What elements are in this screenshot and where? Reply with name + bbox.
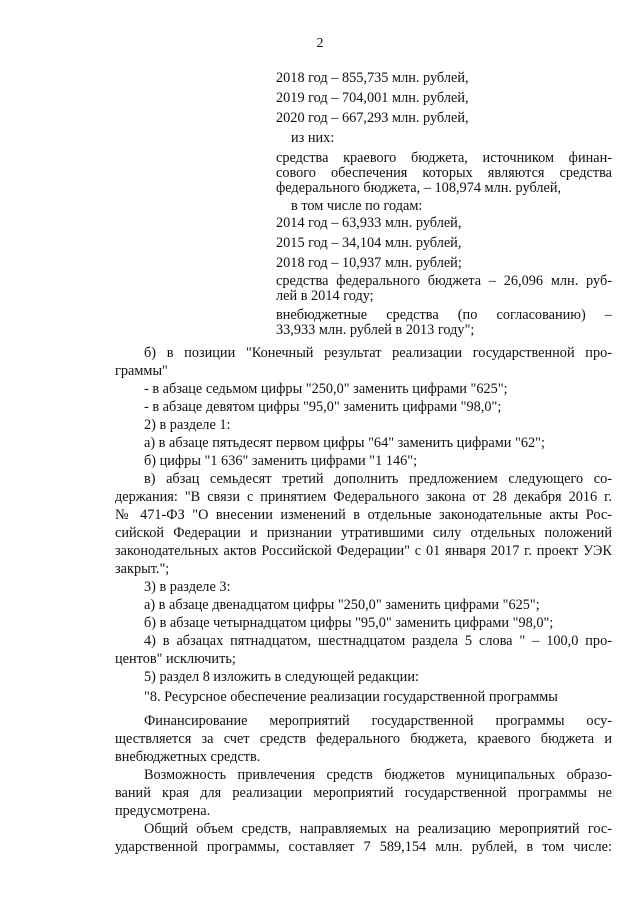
item-v-line-3: № 471-ФЗ "О внесении изменений в отдельные законодательные акты Рос- xyxy=(115,507,612,523)
total-line-1: Общий объем средств, направляемых на реализацию мероприятий гос- xyxy=(144,821,612,837)
kraevoy-2015-line: 2015 год – 34,104 млн. рублей, xyxy=(276,235,462,251)
item-b-14-line: б) в абзаце четырнадцатом цифры "95,0" заменить цифрами "98,0"; xyxy=(144,615,554,631)
kraevoy-line-2: сового обеспечения которых являются средства xyxy=(276,165,612,181)
razdel-1-heading: 2) в разделе 1: xyxy=(144,417,231,433)
vnebyudzhet-line-2: 33,933 млн. рублей в 2013 году"; xyxy=(276,322,475,338)
item-v-line-5: законодательных актов Российской Федерации" с 01 января 2017 г. проект УЭК xyxy=(115,543,612,559)
item-5-line: 5) раздел 8 изложить в следующей редакции: xyxy=(144,669,419,685)
year-2020-line: 2020 год – 667,293 млн. рублей, xyxy=(276,110,469,126)
year-2019-line: 2019 год – 704,001 млн. рублей, xyxy=(276,90,469,106)
possibility-line-2: ваний края для реализации мероприятий государственной программы не xyxy=(115,785,612,801)
financing-line-3: внебюджетных средств. xyxy=(115,749,261,765)
item-a-12-line: а) в абзаце двенадцатом цифры "250,0" заменить цифрами "625"; xyxy=(144,597,540,613)
financing-line-1: Финансирование мероприятий государственной программы осу- xyxy=(144,713,612,729)
financing-line-2: ществляется за счет средств федерального бюджета, краевого бюджета и xyxy=(115,731,612,747)
item-b-position-line-2: граммы" xyxy=(115,363,168,379)
federal-line-2: лей в 2014 году; xyxy=(276,288,374,304)
item-a-51-line: а) в абзаце пятьдесят первом цифры "64" заменить цифрами "62"; xyxy=(144,435,545,451)
iz-nih-line: из них: xyxy=(291,130,335,146)
possibility-line-3: предусмотрена. xyxy=(115,803,211,819)
kraevoy-line-1: средства краевого бюджета, источником финан- xyxy=(276,150,612,166)
item-v-line-4: сийской Федерации и признании утратившими силу отдельных положений xyxy=(115,525,612,541)
item-4-line-1: 4) в абзацах пятнадцатом, шестнадцатом раздела 5 слова " – 100,0 про- xyxy=(144,633,612,649)
item-b-1636-line: б) цифры "1 636" заменить цифрами "1 146"; xyxy=(144,453,418,469)
item-v-line-2: держания: "В связи с принятием Федерального закона от 28 декабря 2016 г. xyxy=(115,489,612,505)
section-8-heading: "8. Ресурсное обеспечение реализации государственной программы xyxy=(144,689,558,705)
devyatom-line: - в абзаце девятом цифры "95,0" заменить цифрами "98,0"; xyxy=(144,399,502,415)
kraevoy-2018-line: 2018 год – 10,937 млн. рублей; xyxy=(276,255,462,271)
item-v-line-6: закрыт."; xyxy=(115,561,170,577)
kraevoy-2014-line: 2014 год – 63,933 млн. рублей, xyxy=(276,215,462,231)
po-godam-line: в том числе по годам: xyxy=(291,198,423,214)
page-number: 2 xyxy=(316,36,324,51)
item-4-line-2: центов" исключить; xyxy=(115,651,236,667)
federal-line-1: средства федерального бюджета – 26,096 млн. руб- xyxy=(276,273,612,289)
kraevoy-line-3: федерального бюджета, – 108,974 млн. рублей, xyxy=(276,180,562,196)
item-v-line-1: в) абзац семьдесят третий дополнить предложением следующего со- xyxy=(144,471,612,487)
possibility-line-1: Возможность привлечения средств бюджетов муниципальных образо- xyxy=(144,767,612,783)
year-2018-line: 2018 год – 855,735 млн. рублей, xyxy=(276,70,469,86)
total-line-2: ударственной программы, составляет 7 589,154 млн. рублей, в том числе: xyxy=(115,839,612,855)
razdel-3-heading: 3) в разделе 3: xyxy=(144,579,231,595)
sedmom-line: - в абзаце седьмом цифры "250,0" заменить цифрами "625"; xyxy=(144,381,508,397)
item-b-position-line-1: б) в позиции "Конечный результат реализации государственной про- xyxy=(144,345,612,361)
vnebyudzhet-line-1: внебюджетные средства (по согласованию) – xyxy=(276,307,612,323)
